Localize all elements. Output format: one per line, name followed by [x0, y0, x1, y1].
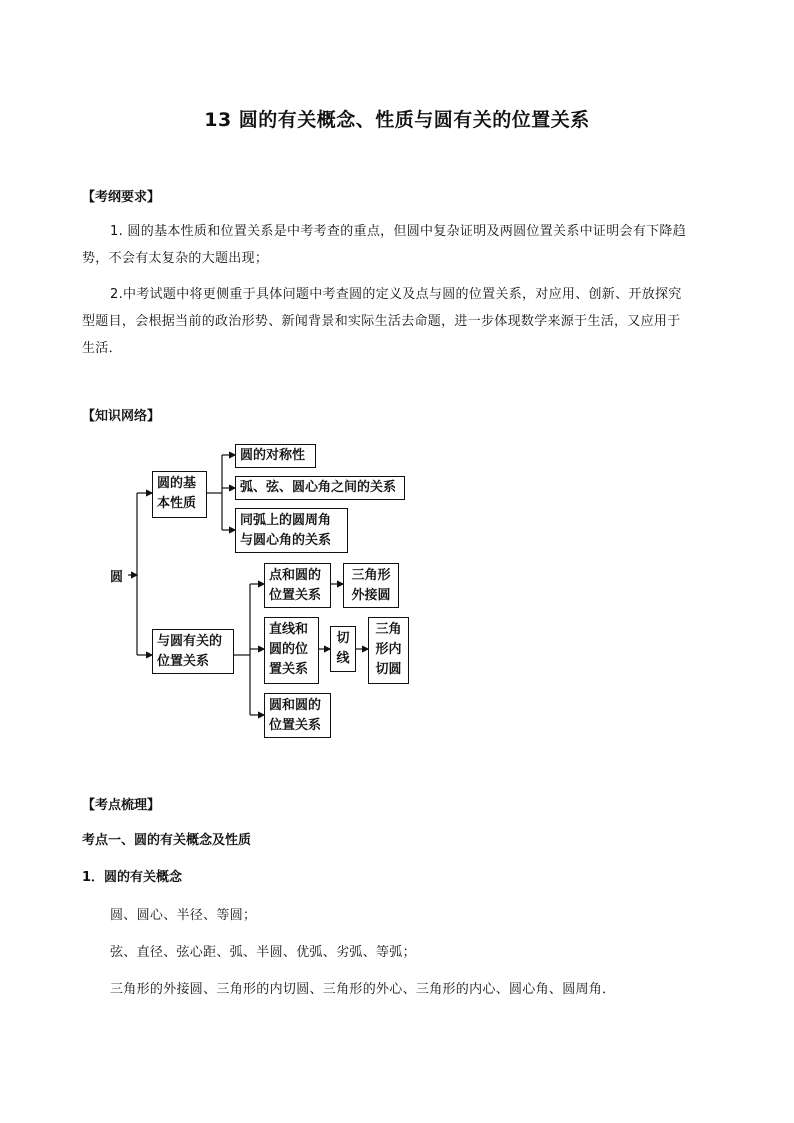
circle-circle-line-1: 圆和圆的 [269, 698, 322, 713]
key-point-1-title: 考点一、圆的有关概念及性质 [82, 833, 252, 848]
concept-line-1: 圆、圆心、半径、等圆； [110, 908, 257, 923]
key-points-heading: 【考点梳理】 [82, 798, 161, 813]
requirement-1-line-1: 1. 圆的基本性质和位置关系是中考考查的重点，但圆中复杂证明及两圆位置关系中证明会有下降趋 [110, 224, 687, 239]
tangent-line-2: 线 [336, 651, 350, 666]
root-circle-label: 圆 [110, 570, 124, 585]
point-circle-line-1: 点和圆的 [269, 568, 322, 583]
tangent-line-1: 切 [336, 631, 350, 646]
requirement-2-line-2: 型题目，会根据当前的政治形势、新闻背景和实际生活去命题，进一步体现数学来源于生活，又应用于 [82, 314, 681, 329]
requirement-1-line-2: 势，不会有太复杂的大题出现； [82, 251, 269, 266]
basic-properties-line-2: 本性质 [157, 496, 197, 511]
point-circle-box [264, 563, 331, 608]
concept-line-2: 弦、直径、弦心距、弧、半圆、优弧、劣弧、等弧； [110, 945, 416, 960]
circumcircle-line-1: 三角形 [351, 568, 391, 583]
incircle-box [368, 617, 409, 684]
circle-circle-box [264, 693, 331, 738]
position-relations-box [152, 629, 234, 674]
arc-chord-relation-label: 弧、弦、圆心角之间的关系 [240, 480, 397, 495]
exam-requirements-heading: 【考纲要求】 [82, 190, 161, 205]
circumcircle-box [343, 563, 399, 608]
basic-properties-line-1: 圆的基 [157, 476, 197, 491]
line-circle-line-3: 置关系 [269, 662, 309, 677]
incircle-line-1: 三角 [375, 622, 402, 637]
line-circle-line-1: 直线和 [269, 622, 309, 637]
requirement-2-line-1: 2.中考试题中将更侧重于具体问题中考查圆的定义及点与圆的位置关系，对应用、创新、开放探究 [110, 287, 682, 302]
line-circle-line-2: 圆的位 [269, 642, 309, 657]
incircle-line-2: 形内 [375, 642, 402, 657]
inscribed-angle-line-2: 与圆心角的关系 [240, 533, 332, 548]
circle-circle-line-2: 位置关系 [269, 718, 322, 733]
requirement-2-line-3: 生活． [82, 341, 122, 356]
position-relations-line-1: 与圆有关的 [157, 634, 223, 649]
circumcircle-line-2: 外接圆 [351, 588, 391, 603]
incircle-line-3: 切圆 [375, 662, 402, 677]
basic-properties-box [152, 471, 207, 518]
inscribed-angle-line-1: 同弧上的圆周角 [240, 513, 332, 528]
page-title: 13 圆的有关概念、性质与圆有关的位置关系 [204, 109, 590, 131]
subsection-1-title: 1．圆的有关概念 [82, 870, 183, 885]
line-circle-box [264, 617, 319, 684]
symmetry-box [235, 444, 316, 468]
inscribed-angle-box [235, 508, 348, 553]
concept-line-3: 三角形的外接圆、三角形的内切圆、三角形的外心、三角形的内心、圆心角、圆周角． [110, 982, 616, 997]
arc-chord-relation-box [235, 476, 405, 500]
symmetry-label: 圆的对称性 [240, 448, 306, 463]
position-relations-line-2: 位置关系 [157, 654, 210, 669]
knowledge-network-heading: 【知识网络】 [82, 409, 161, 424]
tangent-box [330, 626, 356, 672]
point-circle-line-2: 位置关系 [269, 588, 322, 603]
